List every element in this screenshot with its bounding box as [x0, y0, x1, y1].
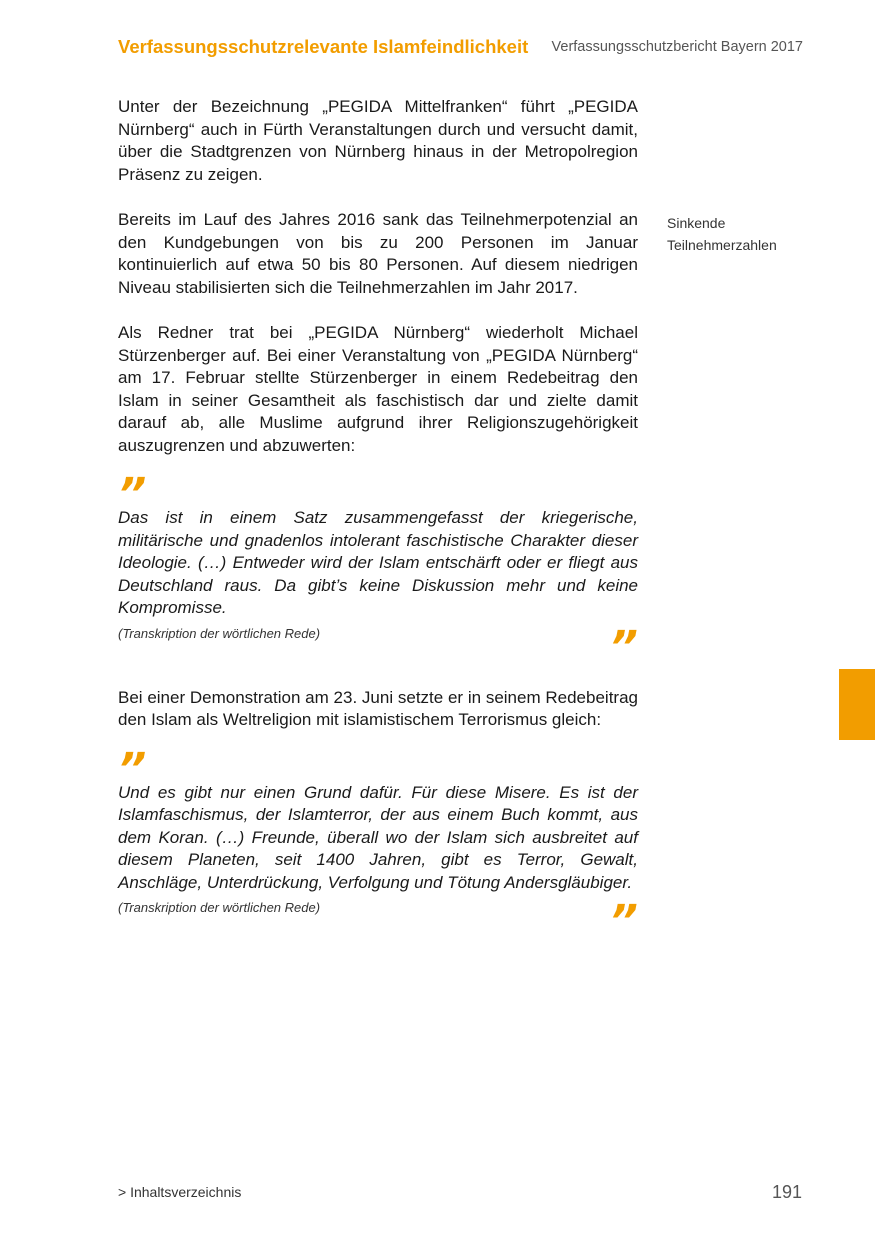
quote-text-2: Und es gibt nur einen Grund dafür. Für diese Misere. Es ist der Islamfaschismus, der Islamterror, der aus einem Buch kommt, aus dem Koran. (…) Freunde, überall wo der Islam sich ausbreitet auf diesem Planeten, seit 1400 Jahren, gibt es Terror, Gewalt, Anschläge, Unterdrückung, Verfolgung und Tötung Andersgläubiger.	[118, 782, 638, 892]
quote-text-1: Das ist in einem Satz zusammengefasst der kriegerische, militärische und gnadenlos intolerant faschistische Charakter dieser Ideologie. (…) Entweder wird der Islam entschärft oder er fliegt aus Deutschland raus. Da gibt’s keine Diskussion mehr und keine Kompromisse.	[118, 508, 638, 617]
quote-source-2: (Transkription der wörtlichen Rede)	[118, 900, 321, 915]
paragraph-fuerth: Unter der Bezeichnung „PEGIDA Mittelfranken“ führt „PEGIDA Nürnberg“ auch in Fürth Veranstaltungen durch und versucht damit, über die Stadtgrenzen von Nürnberg hinaus in der Metropolregion Präsenz zu zeigen.	[118, 97, 638, 184]
report-title: Verfassungsschutzbericht Bayern 2017	[551, 39, 803, 55]
margin-note: Sinkende Teilnehmerzahlen	[667, 215, 777, 253]
quote-close-icon: ”	[609, 896, 638, 947]
quote-block-1	[118, 469, 638, 673]
quote-block-2	[118, 743, 638, 947]
paragraph-speaker: Als Redner trat bei „PEGIDA Nürnberg“ wiederholt Michael Stürzenberger auf. Bei einer Veranstaltung von „PEGIDA Nürnberg“ am 17. Februar stellte Stürzenberger in einem Redebeitrag den Islam in seiner Gesamtheit als faschistisch dar und zielte damit darauf ab, alle Muslime aufgrund ihrer Religionszugehörigkeit auszugrenzen und abzuwerten:	[118, 323, 638, 455]
main-content	[118, 96, 638, 947]
quote-open-icon: ”	[118, 743, 147, 795]
chapter-tab-marker	[839, 669, 875, 740]
table-of-contents-link[interactable]: > Inhaltsverzeichnis	[118, 1184, 242, 1200]
section-title: Verfassungsschutzrelevante Islamfeindlichkeit	[118, 36, 529, 57]
paragraph-participants: Bereits im Lauf des Jahres 2016 sank das Teilnehmerpotenzial an den Kundgebungen von bis zu 200 Personen im Januar kontinuierlich auf etwa 50 bis 80 Personen. Auf diesem niedrigen Niveau stabilisierten sich die Teilnehmerzahlen im Jahr 2017.	[118, 210, 638, 297]
quote-open-icon: ”	[118, 469, 147, 520]
paragraph-demonstration: Bei einer Demonstration am 23. Juni setzte er in seinem Redebeitrag den Islam als Weltreligion mit islamistischem Terrorismus gleich:	[118, 687, 638, 729]
quote-close-icon: ”	[609, 621, 638, 673]
quote-source-1: (Transkription der wörtlichen Rede)	[118, 625, 321, 641]
page-number: 191	[771, 1182, 802, 1202]
